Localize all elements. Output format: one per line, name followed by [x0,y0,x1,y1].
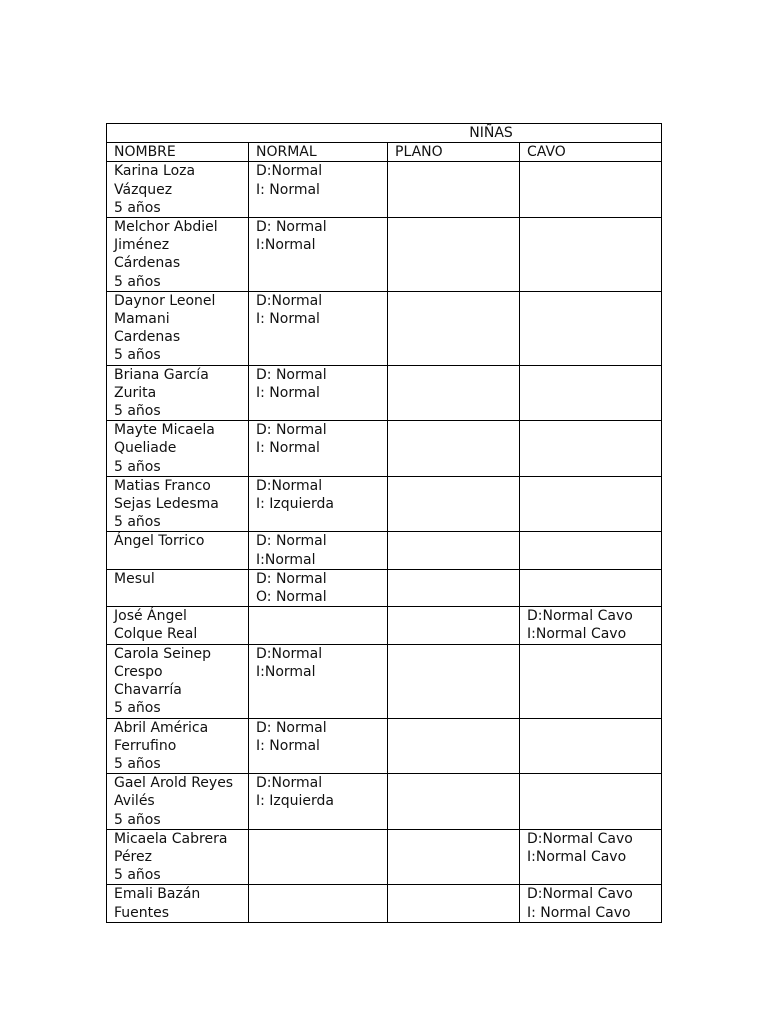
cell-nombre: Ángel Torrico [107,532,249,569]
table-row [107,569,662,606]
cell-nombre: Mayte Micaela Queliade 5 años [107,421,249,477]
cell-nombre: Daynor Leonel Mamani Cardenas 5 años [107,291,249,365]
cell-normal: D:Normal I: Normal [249,162,388,218]
header-cavo: CAVO [520,143,662,162]
cell-cavo [520,218,662,292]
table-row [107,644,662,718]
cell-normal: D:Normal I:Normal [249,644,388,718]
table-row [107,885,662,922]
header-nombre: NOMBRE [107,143,249,162]
cell-normal: D: Normal I:Normal [249,532,388,569]
title-row [107,124,662,143]
cell-cavo [520,718,662,774]
cell-plano [388,718,520,774]
table-row [107,218,662,292]
table-row [107,532,662,569]
table-row [107,476,662,532]
cell-nombre: Mesul [107,569,249,606]
cell-plano [388,607,520,644]
cell-cavo: D:Normal Cavo I:Normal Cavo [520,607,662,644]
cell-cavo [520,569,662,606]
cell-nombre: Micaela Cabrera Pérez 5 años [107,829,249,885]
cell-nombre: José Ángel Colque Real [107,607,249,644]
table-row [107,162,662,218]
cell-normal: D: Normal I: Normal [249,421,388,477]
cell-plano [388,421,520,477]
cell-nombre: Gael Arold Reyes Avilés 5 años [107,774,249,830]
table-row [107,774,662,830]
cell-cavo [520,421,662,477]
cell-cavo [520,774,662,830]
cell-plano [388,162,520,218]
cell-cavo: D:Normal Cavo I:Normal Cavo [520,829,662,885]
cell-cavo: D:Normal Cavo I: Normal Cavo [520,885,662,922]
cell-cavo [520,532,662,569]
cell-plano [388,476,520,532]
cell-nombre: Briana García Zurita 5 años [107,365,249,421]
header-normal: NORMAL [249,143,388,162]
table-row [107,718,662,774]
table-body [107,124,662,923]
table-row [107,607,662,644]
cell-cavo [520,365,662,421]
cell-nombre: Abril América Ferrufino 5 años [107,718,249,774]
cell-nombre: Karina Loza Vázquez 5 años [107,162,249,218]
cell-plano [388,829,520,885]
table-row [107,291,662,365]
cell-nombre: Melchor Abdiel Jiménez Cárdenas 5 años [107,218,249,292]
cell-cavo [520,476,662,532]
header-plano: PLANO [388,143,520,162]
cell-normal: D: Normal O: Normal [249,569,388,606]
cell-nombre: Matias Franco Sejas Ledesma 5 años [107,476,249,532]
cell-normal: D: Normal I:Normal [249,218,388,292]
table-title: NIÑAS [107,124,662,143]
cell-normal: D:Normal I: Normal [249,291,388,365]
cell-cavo [520,291,662,365]
cell-cavo [520,644,662,718]
cell-normal: D: Normal I: Normal [249,365,388,421]
cell-plano [388,365,520,421]
cell-plano [388,291,520,365]
cell-normal [249,885,388,922]
cell-normal: D:Normal I: Izquierda [249,476,388,532]
cell-normal: D:Normal I: Izquierda [249,774,388,830]
cell-plano [388,885,520,922]
cell-plano [388,644,520,718]
header-row [107,143,662,162]
ninas-table [106,123,662,923]
cell-nombre: Emali Bazán Fuentes [107,885,249,922]
cell-plano [388,532,520,569]
cell-plano [388,218,520,292]
cell-cavo [520,162,662,218]
table-row [107,365,662,421]
cell-plano [388,774,520,830]
cell-normal [249,607,388,644]
table-row [107,829,662,885]
cell-plano [388,569,520,606]
cell-normal [249,829,388,885]
cell-nombre: Carola Seinep Crespo Chavarría 5 años [107,644,249,718]
cell-normal: D: Normal I: Normal [249,718,388,774]
table-row [107,421,662,477]
